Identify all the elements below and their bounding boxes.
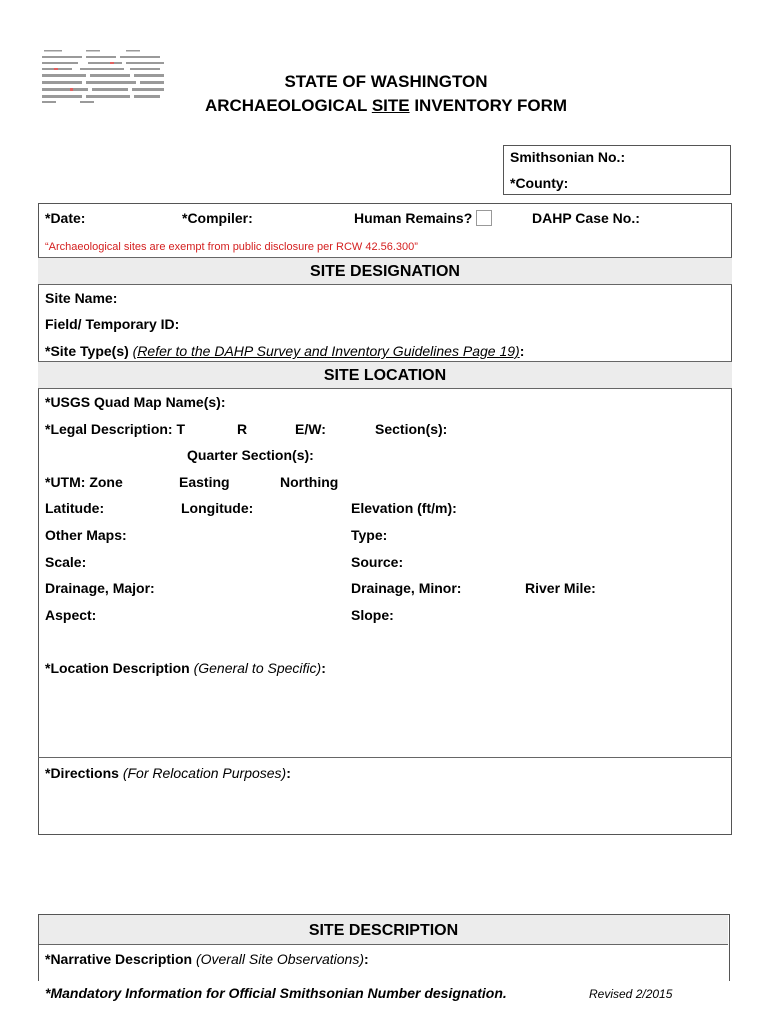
scale-label: Scale: xyxy=(45,554,87,570)
revision-date: Revised 2/2015 xyxy=(589,987,673,1001)
id-box xyxy=(503,145,731,195)
latitude-label: Latitude: xyxy=(45,500,105,516)
location-description-label: *Location Description (General to Specific): xyxy=(45,660,326,676)
drainage-minor-label: Drainage, Minor: xyxy=(351,580,462,596)
human-remains-checkbox[interactable] xyxy=(476,210,492,226)
county-label: *County: xyxy=(510,175,569,191)
smithsonian-label: Smithsonian No.: xyxy=(510,149,626,165)
main-form-frame xyxy=(38,203,732,835)
dahp-logo-icon xyxy=(40,48,166,106)
range-label: R xyxy=(237,421,248,437)
usgs-quad-label: *USGS Quad Map Name(s): xyxy=(45,394,226,410)
narrative-description-label: *Narrative Description (Overall Site Observations): xyxy=(45,951,369,967)
river-mile-label: River Mile: xyxy=(525,580,596,596)
compiler-label: *Compiler: xyxy=(182,210,253,226)
easting-label: Easting xyxy=(179,474,230,490)
directions-divider xyxy=(38,757,732,758)
elevation-label: Elevation (ft/m): xyxy=(351,500,457,516)
other-maps-label: Other Maps: xyxy=(45,527,127,543)
guidelines-reference: (Refer to the DAHP Survey and Inventory Guidelines Page 19) xyxy=(132,343,520,359)
mandatory-note: *Mandatory Information for Official Smithsonian Number designation. xyxy=(45,985,507,1001)
site-description-heading: SITE DESCRIPTION xyxy=(39,915,728,945)
longitude-label: Longitude: xyxy=(181,500,254,516)
source-label: Source: xyxy=(351,554,404,570)
site-designation-heading: SITE DESIGNATION xyxy=(38,257,732,285)
dahp-case-label: DAHP Case No.: xyxy=(532,210,640,226)
sections-label: Section(s): xyxy=(375,421,448,437)
utm-zone-label: *UTM: Zone xyxy=(45,474,123,490)
northing-label: Northing xyxy=(280,474,339,490)
site-name-label: Site Name: xyxy=(45,290,118,306)
aspect-label: Aspect: xyxy=(45,607,97,623)
form-title-line1: STATE OF WASHINGTON xyxy=(284,72,488,91)
human-remains-label: Human Remains? xyxy=(354,210,473,226)
disclosure-note: “Archaeological sites are exempt from public disclosure per RCW 42.56.300” xyxy=(45,241,418,253)
date-label: *Date: xyxy=(45,210,86,226)
drainage-major-label: Drainage, Major: xyxy=(45,580,155,596)
site-location-heading: SITE LOCATION xyxy=(38,361,732,389)
field-temp-id-label: Field/ Temporary ID: xyxy=(45,316,180,332)
directions-label: *Directions (For Relocation Purposes): xyxy=(45,765,291,781)
legal-description-label: *Legal Description: T xyxy=(45,421,186,437)
quarter-section-label: Quarter Section(s): xyxy=(187,447,314,463)
form-title-line2: ARCHAEOLOGICAL SITE INVENTORY FORM xyxy=(204,96,568,115)
map-type-label: Type: xyxy=(351,527,388,543)
human-remains-field xyxy=(354,210,492,226)
slope-label: Slope: xyxy=(351,607,394,623)
site-type-field: *Site Type(s) (Refer to the DAHP Survey and Inventory Guidelines Page 19): xyxy=(45,343,525,359)
ew-label: E/W: xyxy=(295,421,326,437)
